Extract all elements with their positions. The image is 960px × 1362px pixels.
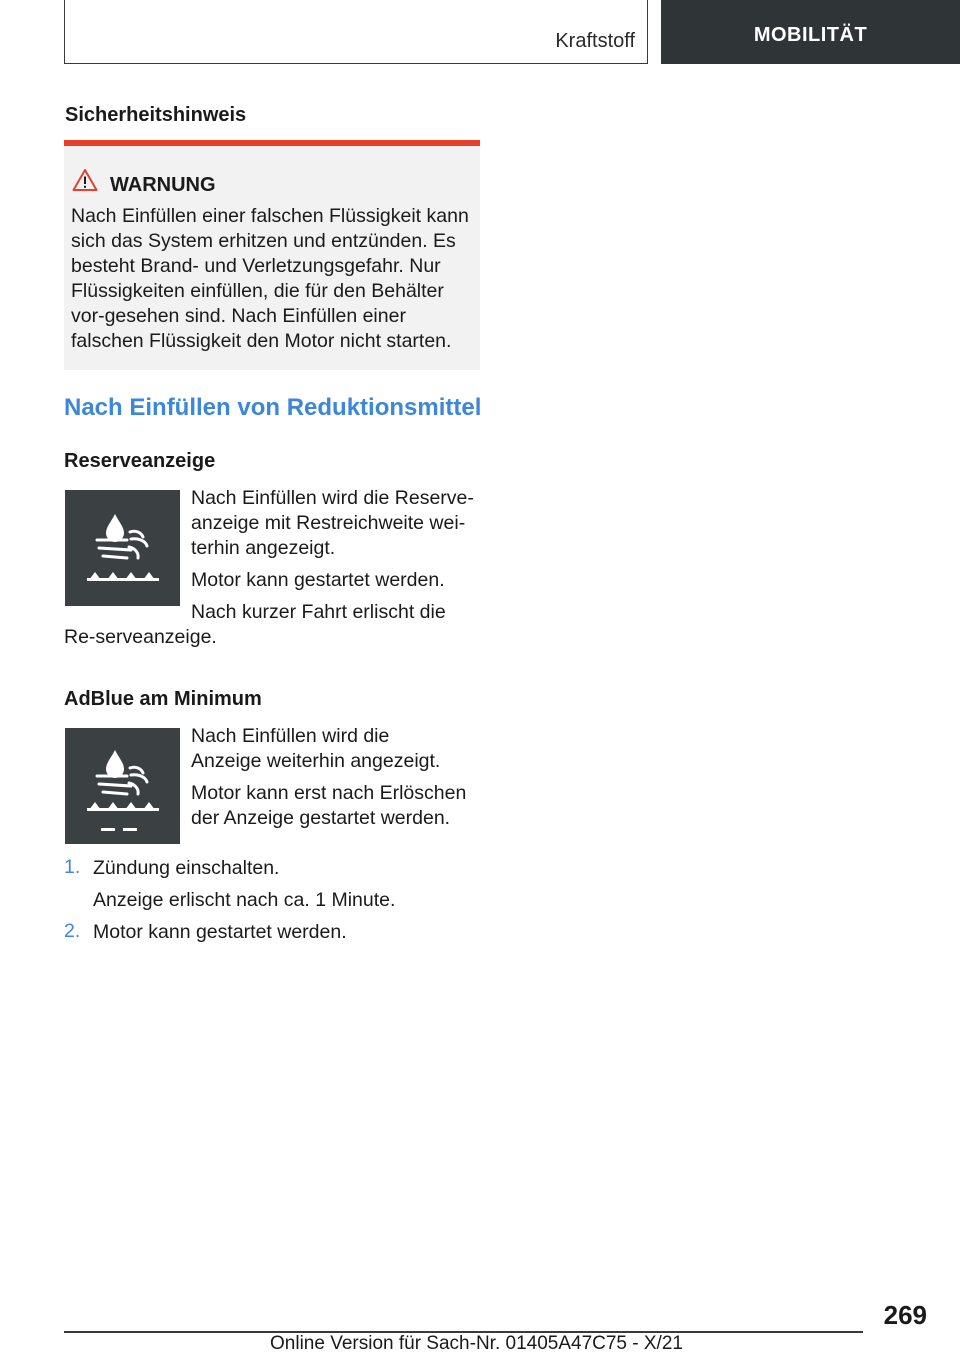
step-text: Zündung einschalten. <box>93 857 280 879</box>
header-chapter-tab: MOBILITÄT <box>661 0 960 64</box>
adblue-reserve-indicator-icon <box>65 490 180 606</box>
minimum-paragraph-1: Nach Einfüllen wird die Anzeige weiterhin angezeigt. <box>191 725 441 772</box>
warning-box <box>64 140 480 370</box>
reserve-paragraph-2: Motor kann gestartet werden. <box>191 569 445 591</box>
step-text: Motor kann gestartet werden. <box>93 921 347 943</box>
step-subtext: Anzeige erlischt nach ca. 1 Minute. <box>93 889 396 911</box>
reserve-paragraph-3: Nach kurzer Fahrt erlischt die Re-serveanzeige. <box>64 601 446 648</box>
reserve-heading: Reserveanzeige <box>64 450 216 472</box>
reserve-paragraph-1: Nach Einfüllen wird die Reserve-anzeige mit Restreichweite wei-terhin angezeigt. <box>191 487 474 559</box>
step-number: 2. <box>64 920 81 942</box>
step-number: 1. <box>64 856 81 878</box>
safety-heading: Sicherheitshinweis <box>65 104 247 126</box>
warning-triangle-icon <box>72 168 98 192</box>
section-title: Nach Einfüllen von Reduktionsmittel <box>64 394 482 421</box>
adblue-minimum-indicator-icon <box>65 728 180 844</box>
header-section-title: Kraftstoff <box>555 30 635 52</box>
warning-title: WARNUNG <box>110 174 216 196</box>
footer-text: Online Version für Sach-Nr. 01405A47C75 - X/21 <box>270 1333 683 1354</box>
minimum-paragraph-2: Motor kann erst nach Erlöschen der Anzeige gestartet werden. <box>191 782 467 829</box>
page-number: 269 <box>883 1300 927 1330</box>
warning-text: Nach Einfüllen einer falschen Flüssigkeit kann sich das System erhitzen und entzünden. Es besteht Brand- und Verletzungsgefahr. Nur Flüssigkeiten einfüllen, die für den Behälter vor-gesehen sind. Nach Einfüllen einer falschen Flüssigkeit den Motor nicht starten. <box>71 205 469 352</box>
minimum-heading: AdBlue am Minimum <box>64 688 262 710</box>
